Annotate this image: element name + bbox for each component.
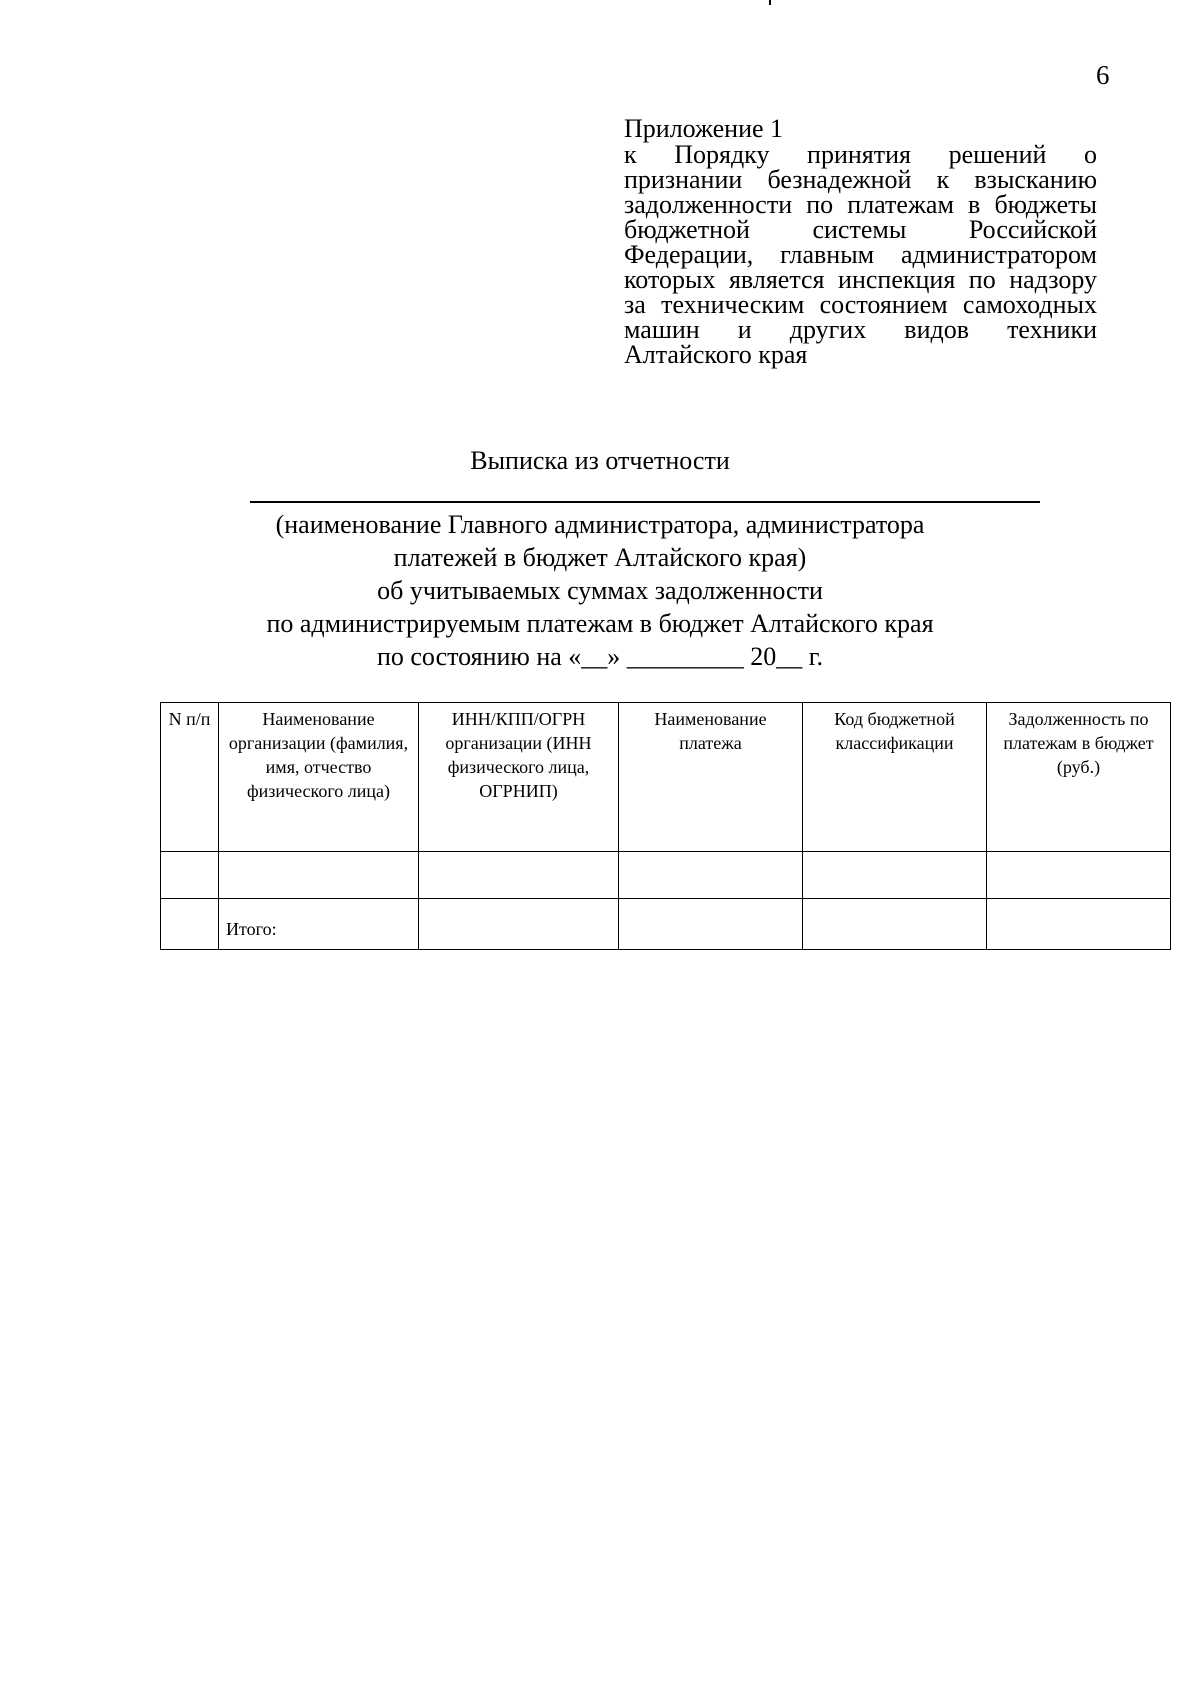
subtitle-line-3: об учитываемых суммах задолженности [377,576,823,605]
header-number: N п/п [161,703,219,852]
table-header-row [161,703,1171,852]
total-label: Итого: [219,899,419,950]
table-cell [987,899,1171,950]
table-cell [803,852,987,899]
appendix-body: к Порядку принятия решений о признании безнадежной к взысканию задолженности по платежам в бюджеты бюджетной системы Российской Федерации, главным администратором которых является инспекция по надзору за техническим состоянием самоходных машин и других видов техники Алтайского края [624,140,1097,369]
table-cell [619,899,803,950]
table-cell [803,899,987,950]
header-organization-name: Наименование организации (фамилия, имя, отчество физического лица) [219,703,419,852]
table-cell [987,852,1171,899]
table-cell [419,852,619,899]
table-cell [161,899,219,950]
table-cell [161,852,219,899]
subtitle-line-1: (наименование Главного администратора, администратора [275,510,925,539]
table-row [161,852,1171,899]
header-budget-classification-code: Код бюджетной классификации [803,703,987,852]
debt-report-table [160,702,1171,950]
page-number: 6 [1096,60,1110,90]
scan-mark [769,0,771,5]
table-total-row [161,899,1171,950]
subtitle-line-4: по администрируемым платежам в бюджет Алтайского края [266,609,934,638]
document-title: Выписка из отчетности [470,446,730,475]
header-debt-amount: Задолженность по платежам в бюджет (руб.) [987,703,1171,852]
subtitle-line-5: по состоянию на «__» _________ 20__ г. [376,642,824,671]
administrator-name-blank-line [250,501,1040,503]
table-cell [619,852,803,899]
document-subtitle [150,508,1050,673]
table-cell [219,852,419,899]
appendix-title: Приложение 1 [624,114,784,143]
subtitle-line-2: платежей в бюджет Алтайского края) [393,543,807,572]
header-payment-name: Наименование платежа [619,703,803,852]
table-cell [419,899,619,950]
header-inn-kpp-ogrn: ИНН/КПП/ОГРН организации (ИНН физического лица, ОГРНИП) [419,703,619,852]
